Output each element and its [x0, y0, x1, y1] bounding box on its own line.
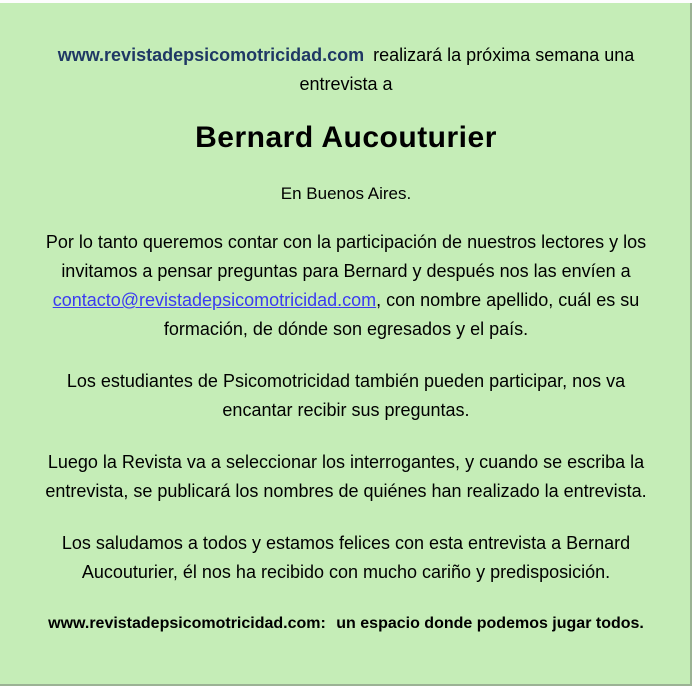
intro-line — [40, 41, 652, 99]
paragraph-participation — [40, 228, 652, 344]
footer-website-url-text: www.revistadepsicomotricidad.com: — [48, 615, 326, 632]
paragraph-greeting: Los saludamos a todos y estamos felices con esta entrevista a Bernard Aucouturier, él nos ha recibido con mucho cariño y predisposición. — [61, 533, 631, 582]
paragraph-students: Los estudiantes de Psicomotricidad también pueden participar, nos va encantar recibir sus preguntas. — [66, 371, 626, 420]
footer-tagline-text: un espacio donde podemos jugar todos. — [336, 615, 644, 632]
paragraph-selection: Luego la Revista va a seleccionar los interrogantes, y cuando se escriba la entrevista, se publicará los nombres de quiénes han realizado la entrevista. — [45, 452, 647, 501]
paragraph-text-before-email: Por lo tanto queremos contar con la participación de nuestros lectores y los invitamos a pensar preguntas para Bernard y después nos las envíen a — [45, 232, 647, 281]
paragraph-text-after-email: , con nombre apellido, cuál es su formación, de dónde son egresados y el país. — [163, 290, 640, 339]
page-title: Bernard Aucouturier — [195, 121, 497, 154]
contact-email-link[interactable]: contacto@revistadepsicomotricidad.com — [52, 290, 377, 310]
location-line: En Buenos Aires. — [280, 184, 412, 203]
intro-text: realizará la próxima semana una entrevista a — [299, 45, 635, 94]
footer-tagline — [40, 613, 652, 634]
website-url-text: www.revistadepsicomotricidad.com — [57, 45, 365, 65]
